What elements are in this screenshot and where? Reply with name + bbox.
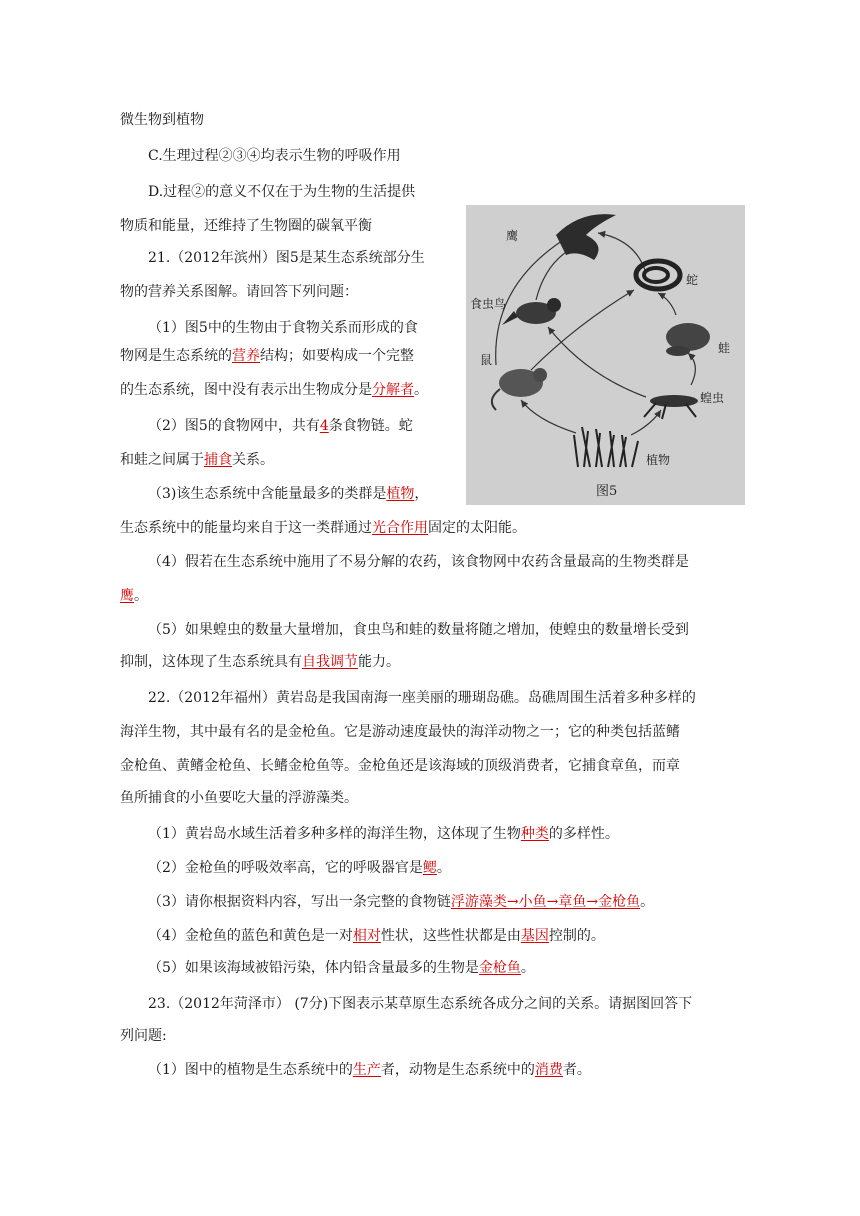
insect-bird-image — [502, 298, 561, 325]
answer: 鳃 — [422, 860, 437, 876]
answer: 捕食 — [204, 452, 232, 468]
text: 性状，这些性状都是由 — [380, 928, 521, 944]
q22-part-1 — [148, 824, 619, 844]
q21-part-1: （1）图5中的生物由于食物关系而形成的食 — [148, 320, 418, 336]
text-line: 金枪鱼、黄鳍金枪鱼、长鳍金枪鱼等。金枪鱼还是该海域的顶级消费者，它捕食章鱼，而章 — [120, 758, 680, 774]
text: 。 — [134, 588, 148, 604]
text: （5）如果该海域被铅污染，体内铅含量最多的生物是 — [148, 960, 479, 976]
text: （3）请你根据资料内容，写出一条完整的食物链 — [148, 894, 451, 910]
text: 条食物链。蛇 — [328, 418, 413, 434]
text: 关系。 — [232, 452, 274, 468]
text: 者。 — [562, 1062, 591, 1078]
text-line: 列问题: — [120, 1028, 167, 1044]
text: 。 — [640, 894, 655, 910]
answer: 基因 — [520, 928, 549, 944]
text: 能力。 — [358, 654, 400, 670]
frog-image — [666, 323, 710, 356]
text: 生态系统中的能量均来自于这一类群通过 — [120, 520, 372, 536]
answer: 分解者 — [372, 382, 414, 398]
arrow-mouse-to-snake — [531, 290, 634, 370]
text-line: 微生物到植物 — [120, 112, 204, 128]
arrow-locust-to-bird — [548, 327, 646, 397]
answer: 植物 — [386, 486, 415, 502]
text: （1）黄岩岛水域生活着多种多样的海洋生物，这体现了生物 — [148, 826, 521, 842]
text: 抑制，这体现了生态系统具有 — [120, 654, 302, 670]
text: 。 — [520, 960, 535, 976]
text-line: 鱼所捕食的小鱼要吃大量的浮游藻类。 — [120, 790, 358, 806]
answer: 自我调节 — [302, 654, 358, 670]
q22-part-5 — [148, 958, 535, 978]
locust-image — [644, 395, 698, 419]
text-line — [120, 450, 274, 470]
answer: 光合作用 — [372, 520, 428, 536]
text-line — [120, 346, 414, 366]
text: （2）金枪鱼的呼吸效率高，它的呼吸器官是 — [148, 860, 423, 876]
text-line: 海洋生物，其中最有名的是金枪鱼。它是游动速度最快的海洋动物之一；它的种类包括蓝鳍 — [120, 724, 680, 740]
question-23-title: 23.（2012年菏泽市） (7分)下图表示某草原生态系统各成分之间的关系。请据图回答下 — [148, 996, 693, 1012]
text: （4）金枪鱼的蓝色和黄色是一对 — [148, 928, 353, 944]
label-frog: 蛙 — [718, 341, 731, 355]
text: 。 — [436, 860, 451, 876]
text: （1）图中的植物是生态系统中的 — [148, 1062, 353, 1078]
text: （3)该生态系统中含能量最多的类群是 — [148, 486, 387, 502]
text: 物网是生态系统的 — [120, 348, 232, 364]
answer: 浮游藻类→小鱼→章鱼→金枪鱼 — [450, 894, 641, 910]
answer: 种类 — [520, 826, 549, 842]
q21-part-4: （4）假若在生态系统中施用了不易分解的农药，该食物网中农药含量最高的生物类群是 — [148, 554, 689, 570]
text: 的多样性。 — [548, 826, 619, 842]
answer: 鹰 — [120, 588, 134, 604]
label-mouse: 鼠 — [480, 353, 493, 367]
text: 控制的。 — [548, 928, 605, 944]
plant-image — [574, 427, 638, 467]
arrow-locust-to-frog — [688, 353, 695, 385]
label-snake: 蛇 — [686, 273, 699, 287]
arrow-frog-to-snake — [658, 293, 676, 315]
label-plant: 植物 — [646, 453, 671, 467]
food-web-figure — [466, 205, 745, 505]
figure-caption: 图5 — [596, 484, 618, 499]
text: 固定的太阳能。 — [428, 520, 526, 536]
mouse-image — [492, 368, 547, 410]
label-hawk: 鹰 — [506, 229, 519, 243]
answer: 金枪鱼 — [478, 960, 521, 976]
q22-part-2 — [148, 858, 451, 878]
q21-part-2 — [148, 416, 413, 436]
option-c: C.生理过程②③④均表示生物的呼吸作用 — [148, 148, 401, 164]
answer: 4 — [319, 418, 329, 434]
food-web-diagram — [466, 205, 745, 505]
q22-part-4 — [148, 926, 605, 946]
text: 者，动物是生态系统中的 — [380, 1062, 535, 1078]
answer: 相对 — [352, 928, 381, 944]
arrow-plant-to-mouse — [521, 400, 576, 433]
snake-image — [636, 261, 680, 289]
q21-part-5: （5）如果蝗虫的数量大量增加，食虫鸟和蛙的数量将随之增加，使蝗虫的数量增长受到 — [148, 622, 689, 638]
question-21-title: 21.（2012年滨州）图5是某生态系统部分生 — [148, 250, 425, 266]
text-line: 物质和能量，还维持了生物圈的碳氧平衡 — [120, 218, 372, 234]
text-line — [120, 380, 428, 400]
text: （2）图5的食物网中，共有 — [148, 418, 320, 434]
q23-part-1 — [148, 1060, 591, 1080]
label-insect-bird: 食虫鸟 — [470, 297, 507, 311]
text: ， — [414, 486, 429, 502]
text: 结构；如要构成一个完整 — [260, 348, 414, 364]
text-line: 物的营养关系图解。请回答下列问题： — [120, 284, 358, 300]
q22-part-3 — [148, 892, 654, 912]
text-line — [120, 518, 526, 538]
answer: 生产 — [352, 1062, 381, 1078]
answer: 营养 — [232, 348, 260, 364]
text-line — [120, 586, 148, 606]
question-22-title: 22.（2012年福州）黄岩岛是我国南海一座美丽的珊瑚岛礁。岛礁周围生活着多种多样的 — [148, 690, 696, 706]
label-locust: 蝗虫 — [700, 391, 725, 405]
answer: 消费 — [534, 1062, 563, 1078]
option-d: D.过程②的意义不仅在于为生物的生活提供 — [148, 184, 416, 200]
q21-part-3 — [148, 484, 428, 504]
text: 。 — [414, 382, 428, 398]
text-line — [120, 652, 400, 672]
text: 和蛙之间属于 — [120, 452, 204, 468]
text: 的生态系统，图中没有表示出生物成分是 — [120, 382, 372, 398]
